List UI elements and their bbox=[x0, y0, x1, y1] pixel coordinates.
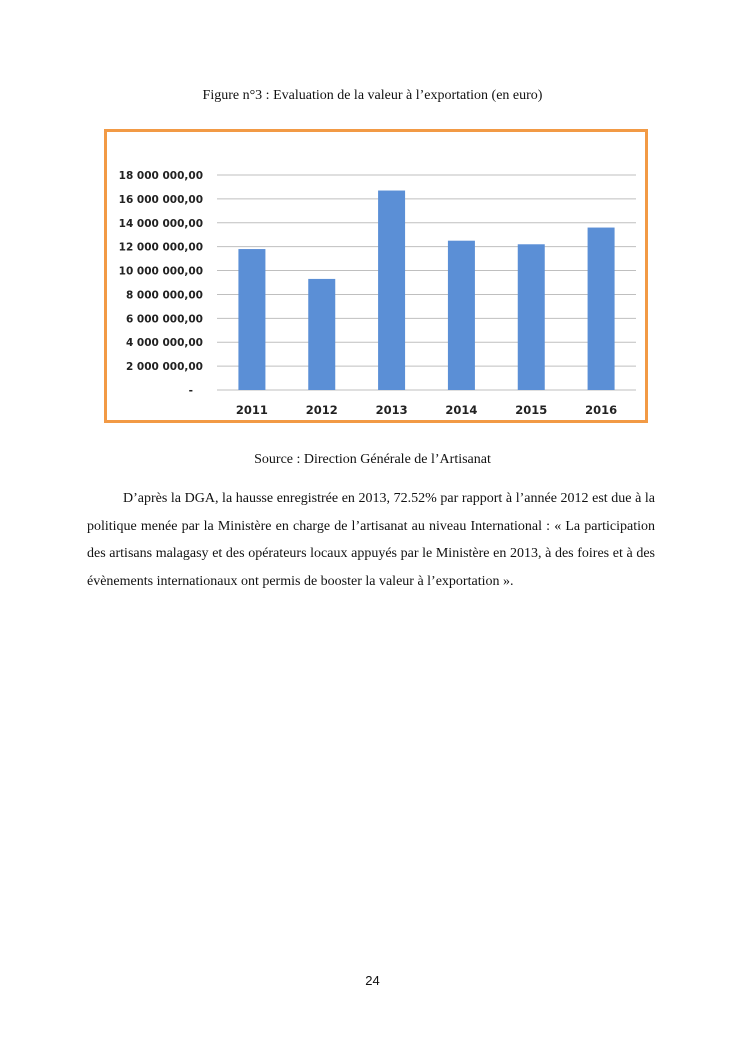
y-tick-label: 4 000 000,00 bbox=[125, 337, 203, 350]
y-tick-label: 10 000 000,00 bbox=[118, 265, 203, 278]
y-tick-label: 2 000 000,00 bbox=[125, 361, 203, 374]
y-tick-label: 16 000 000,00 bbox=[118, 193, 203, 206]
x-tick-label: 2014 bbox=[445, 403, 478, 417]
y-tick-label: 12 000 000,00 bbox=[118, 241, 203, 254]
body-paragraph: D’après la DGA, la hausse enregistrée en 2013, 72.52% par rapport à l’année 2012 est due à la politique menée par la Ministère en charge de l’artisanat au niveau International : « La participation des artisans malagasy et des opérateurs locaux appuyés par le Ministère en 2013, à des foires et à des évènements internationaux ont permis de booster la valeur à l’exportation ». bbox=[87, 491, 655, 589]
x-tick-label: 2011 bbox=[235, 403, 268, 417]
page-number: 24 bbox=[365, 973, 380, 988]
y-tick-label: 14 000 000,00 bbox=[118, 217, 203, 230]
bar-2015 bbox=[518, 244, 545, 390]
y-tick-label: - bbox=[188, 385, 193, 397]
bar-2012 bbox=[308, 279, 335, 390]
bar-2013 bbox=[378, 191, 405, 390]
x-tick-label: 2012 bbox=[305, 403, 338, 417]
bar-chart bbox=[107, 132, 645, 420]
x-tick-label: 2013 bbox=[375, 403, 408, 417]
y-tick-label: 8 000 000,00 bbox=[125, 289, 203, 302]
bar-2014 bbox=[448, 241, 475, 390]
y-tick-label: 6 000 000,00 bbox=[125, 313, 203, 326]
bar-2011 bbox=[238, 249, 265, 390]
y-tick-label: 18 000 000,00 bbox=[118, 170, 203, 182]
chart-frame bbox=[104, 129, 648, 423]
figure-source: Source : Direction Générale de l’Artisanat bbox=[254, 452, 491, 467]
figure-caption: Figure n°3 : Evaluation de la valeur à l’exportation (en euro) bbox=[202, 88, 543, 103]
x-tick-label: 2015 bbox=[515, 403, 548, 417]
x-tick-label: 2016 bbox=[585, 403, 618, 417]
bar-2016 bbox=[588, 228, 615, 390]
